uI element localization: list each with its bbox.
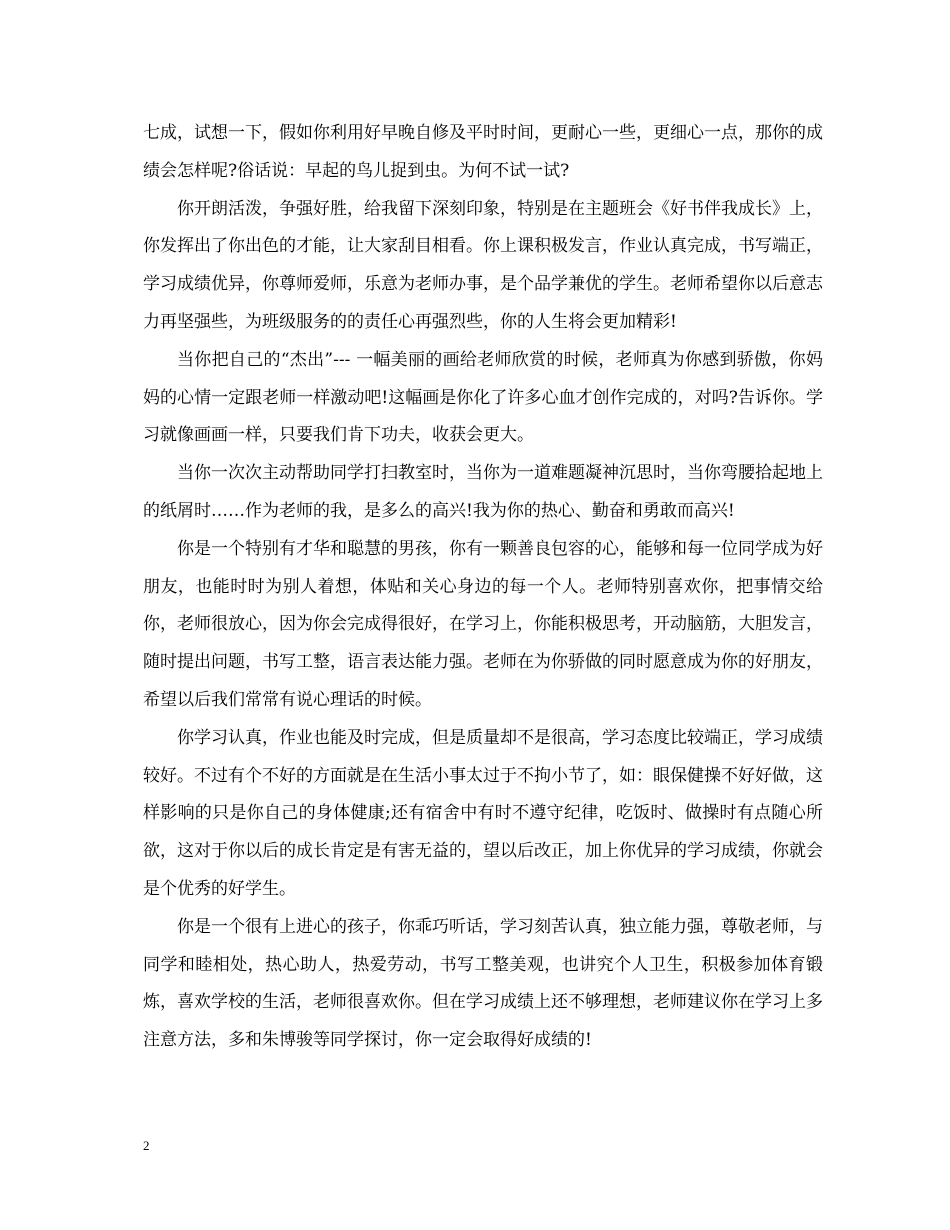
paragraph-4: 当你一次次主动帮助同学打扫教室时，当你为一道难题凝神沉思时，当你弯腰拾起地上的纸屑时……作为老师的我，是多么的高兴!我为你的热心、勤奋和勇敢而高兴! — [143, 463, 823, 521]
paragraph-6: 你学习认真，作业也能及时完成，但是质量却不是很高，学习态度比较端正，学习成绩较好。不过有个不好的方面就是在生活小事太过于不拘小节了，如：眼保健操不好好做，这样影响的只是你自己的身体健康;还有宿舍中有时不遵守纪律，吃饭时、做操时有点随心所欲，这对于你以后的成长肯定是有害无益的，望以后改正，加上你优异的学习成绩，你就会是个优秀的好学生。 — [143, 727, 823, 899]
paragraph-3: 当你把自己的“杰出”--- 一幅美丽的画给老师欣赏的时候，老师真为你感到骄傲，你妈妈的心情一定跟老师一样激动吧!这幅画是你化了许多心血才创作完成的，对吗?告诉你。学习就像画画一样，只要我们肯下功夫，收获会更大。 — [143, 349, 823, 446]
paragraph-5: 你是一个特别有才华和聪慧的男孩，你有一颗善良包容的心，能够和每一位同学成为好朋友，也能时时为别人着想，体贴和关心身边的每一个人。老师特别喜欢你，把事情交给你，老师很放心，因为你会完成得很好，在学习上，你能积极思考，开动脑筋，大胆发言，随时提出问题，书写工整，语言表达能力强。老师在为你骄做的同时愿意成为你的好朋友，希望以后我们常常有说心理话的时候。 — [143, 538, 823, 710]
page-number: 2 — [143, 1138, 150, 1153]
document-body — [143, 115, 823, 1060]
paragraph-2: 你开朗活泼，争强好胜，给我留下深刻印象，特别是在主题班会《好书伴我成长》上，你发挥出了你出色的才能，让大家刮目相看。你上课积极发言，作业认真完成，书写端正，学习成绩优异，你尊师爱师，乐意为老师办事，是个品学兼优的学生。老师希望你以后意志力再坚强些，为班级服务的的责任心再强烈些，你的人生将会更加精彩! — [143, 198, 823, 332]
paragraph-7: 你是一个很有上进心的孩子，你乖巧听话，学习刻苦认真，独立能力强，尊敬老师，与同学和睦相处，热心助人，热爱劳动，书写工整美观，也讲究个人卫生，积极参加体育锻炼，喜欢学校的生活，老师很喜欢你。但在学习成绩上还不够理想，老师建议你在学习上多注意方法，多和朱博骏等同学探讨，你一定会取得好成绩的! — [143, 916, 823, 1051]
paragraph-1: 七成，试想一下，假如你利用好早晚自修及平时时间，更耐心一些，更细心一点，那你的成绩会怎样呢?俗话说：早起的鸟儿捉到虫。为何不试一试? — [143, 123, 823, 181]
